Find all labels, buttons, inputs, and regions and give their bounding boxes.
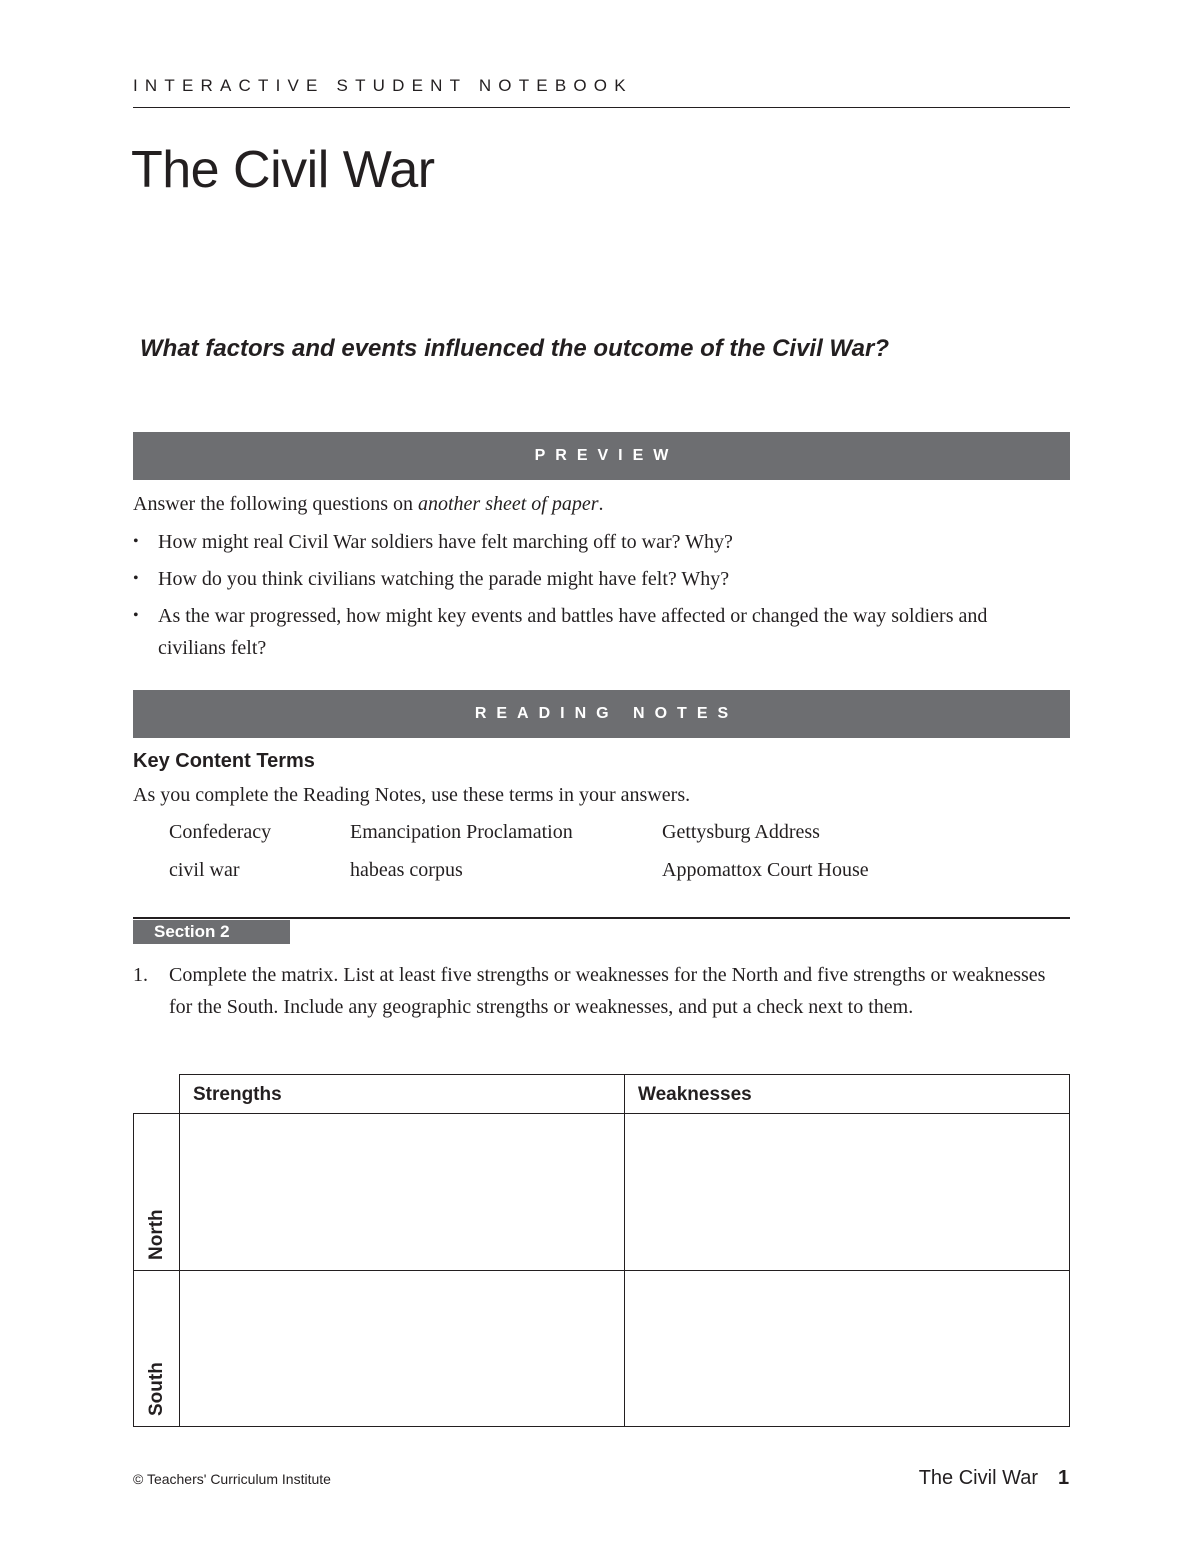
preview-question: [133, 563, 1033, 595]
preview-question-list: [133, 526, 1033, 669]
question-number: 1.: [133, 964, 148, 986]
section-tab: Section 2: [133, 920, 290, 944]
south-weaknesses-cell[interactable]: [624, 1270, 1070, 1427]
key-term: Gettysburg Address: [662, 821, 820, 843]
key-term: Appomattox Court House: [662, 859, 869, 881]
reading-notes-bar: READING NOTES: [133, 690, 1070, 738]
preview-bar: PREVIEW: [133, 432, 1070, 480]
key-term: habeas corpus: [350, 859, 463, 881]
preview-question-text: How do you think civilians watching the parade might have felt? Why?: [158, 568, 730, 590]
key-terms-heading: Key Content Terms: [133, 750, 315, 772]
matrix-row-label-south: [133, 1270, 180, 1427]
preview-intro: [133, 488, 604, 520]
preview-question-text: How might real Civil War soldiers have felt marching off to war? Why?: [158, 531, 733, 553]
preview-intro-emphasis: another sheet of paper: [417, 493, 599, 515]
preview-intro-prefix: Answer the following questions on: [133, 493, 418, 515]
matrix-header-weaknesses: Weaknesses: [624, 1074, 1070, 1114]
footer-title: The Civil War: [918, 1467, 1038, 1489]
preview-question: [133, 526, 1033, 558]
key-terms-intro: As you complete the Reading Notes, use these terms in your answers.: [133, 784, 691, 806]
south-strengths-cell[interactable]: [179, 1270, 625, 1427]
matrix-header-strengths: Strengths: [179, 1074, 625, 1114]
matrix-row-label-text: South: [146, 1362, 167, 1416]
question-text: Complete the matrix. List at least five strengths or weaknesses for the North and five strengths or weaknesses for the South. Include any geographic strengths or weaknesses, and put a check next to them.: [169, 964, 1046, 1018]
header-kicker: INTERACTIVE STUDENT NOTEBOOK: [133, 76, 633, 95]
north-weaknesses-cell[interactable]: [624, 1113, 1070, 1271]
footer-copyright: © Teachers' Curriculum Institute: [133, 1471, 331, 1487]
key-term: civil war: [169, 859, 240, 881]
matrix-row-label-north: [133, 1113, 180, 1271]
matrix-row-label-text: North: [146, 1209, 167, 1260]
preview-question-text: As the war progressed, how might key events and battles have affected or changed the way soldiers and civilians felt?: [158, 605, 988, 659]
essential-question: What factors and events influenced the outcome of the Civil War?: [140, 335, 889, 362]
key-term: Confederacy: [169, 821, 272, 843]
north-strengths-cell[interactable]: [179, 1113, 625, 1271]
header-rule: [133, 107, 1070, 108]
key-term: Emancipation Proclamation: [350, 821, 573, 843]
strengths-weaknesses-matrix: [133, 1074, 1070, 1427]
footer-page-number: 1: [1058, 1467, 1070, 1489]
preview-question: [133, 600, 1038, 664]
section-rule: [133, 917, 1070, 919]
preview-intro-suffix: .: [598, 493, 604, 515]
page-title: The Civil War: [131, 141, 435, 199]
